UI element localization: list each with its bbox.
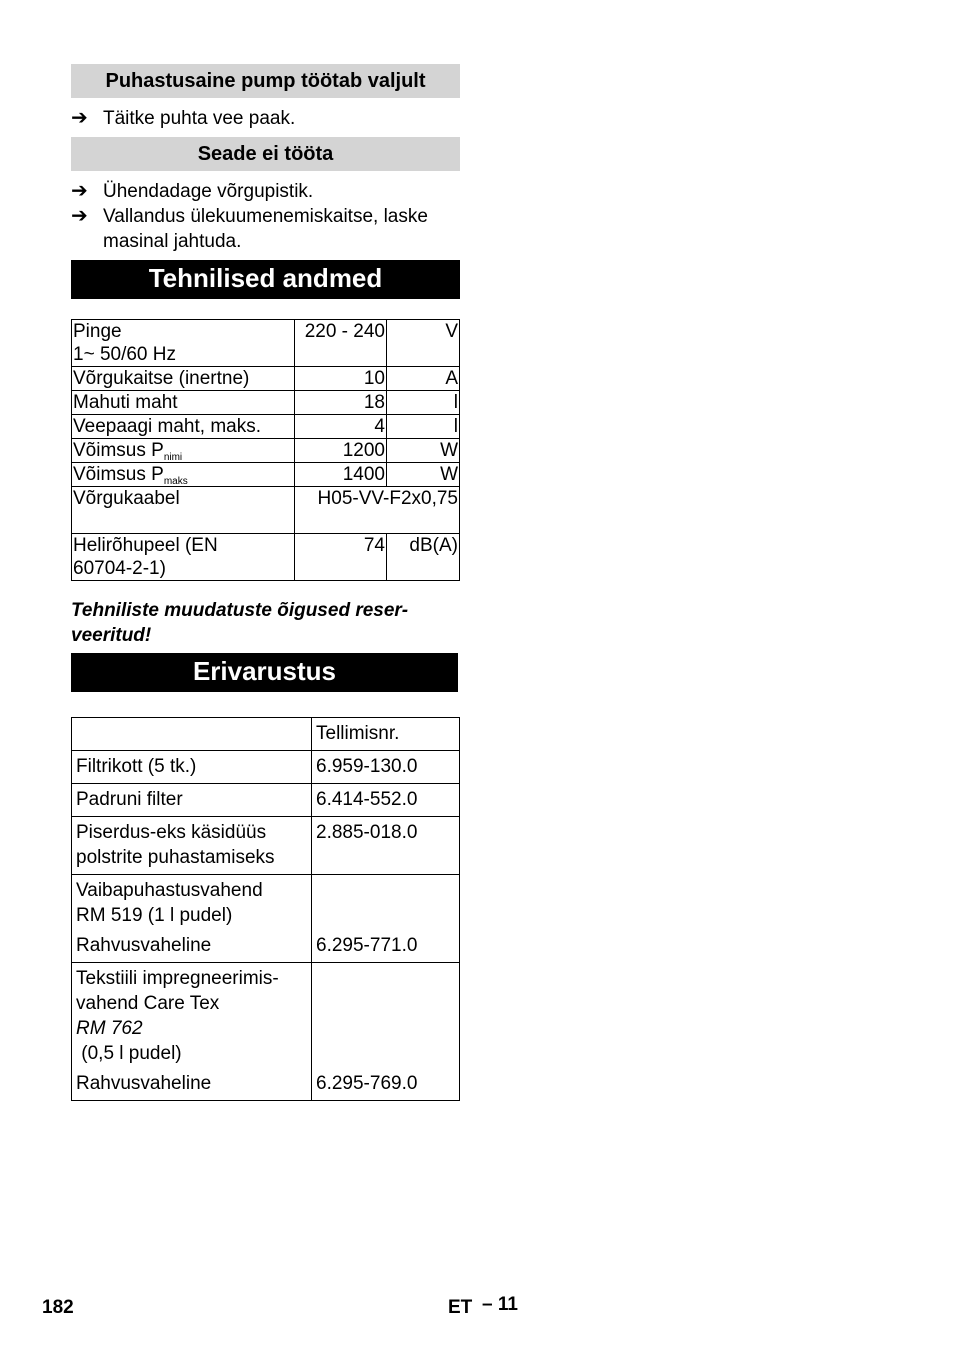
table-row: Helirõhupeel (EN 60704-2-1) 74 dB(A) <box>73 535 458 579</box>
list-item: ➔ Täitke puhta vee paak. <box>71 107 296 129</box>
table-row: Filtrikott (5 tk.) 6.959-130.0 <box>72 751 460 784</box>
table-row <box>72 718 460 751</box>
rights-reserved-note: Tehniliste muudatuste õigused reser-veeritud! <box>71 600 409 646</box>
section-heading-pump: Puhastusaine pump töötab valjult <box>71 64 460 98</box>
page-number: 182 <box>42 1297 74 1318</box>
arrow-right-icon: ➔ <box>71 205 88 227</box>
accessories-heading: Erivarustus <box>71 653 458 692</box>
table-row: Võrgukaabel H05-VV-F2x0,75 <box>72 487 460 534</box>
list-item: ➔ Vallandus ülekuumenemiskaitse, laske masinal jahtuda. <box>71 205 428 252</box>
tech-data-table <box>71 319 460 581</box>
arrow-right-icon: ➔ <box>71 107 88 129</box>
table-row: Vaibapuhastusvahend RM 519 (1 l pudel) Rahvusvaheline 6.295-771.0 <box>72 875 460 963</box>
list-item: ➔ Ühendadage võrgupistik. <box>71 180 314 202</box>
table-row: Veepaagi maht, maks. 4 l <box>73 416 458 437</box>
arrow-right-icon: ➔ <box>71 180 88 202</box>
section-page-number: – 11 <box>482 1294 518 1315</box>
table-row: Võrgukaitse (inertne) 10 A <box>73 368 458 389</box>
table-row: Piserdus-eks käsidüüs polstrite puhastamiseks 2.885-018.0 <box>72 817 460 875</box>
table-row: Mahuti maht 18 l <box>73 392 458 413</box>
language-code: ET <box>448 1297 473 1318</box>
table-row: Võimsus $P_{nimi}$ 1200 W <box>73 440 458 463</box>
order-number-header: Tellimisnr. <box>312 718 460 751</box>
table-row: Pinge 1~ 50/60 Hz 220 - 240 V <box>73 321 458 365</box>
accessories-table <box>71 717 460 1101</box>
tech-data-heading: Tehnilised andmed <box>71 260 460 299</box>
table-row: Tekstiili impregneerimis- vahend Care Tex RM 762 (0,5 l pudel) Rahvusvaheline 6.295-769.0 <box>72 963 460 1101</box>
table-row: Võimsus $P_{maks}$ 1400 W <box>73 464 458 487</box>
table-row: Padruni filter 6.414-552.0 <box>72 784 460 817</box>
section-heading-not-working: Seade ei tööta <box>71 137 460 171</box>
